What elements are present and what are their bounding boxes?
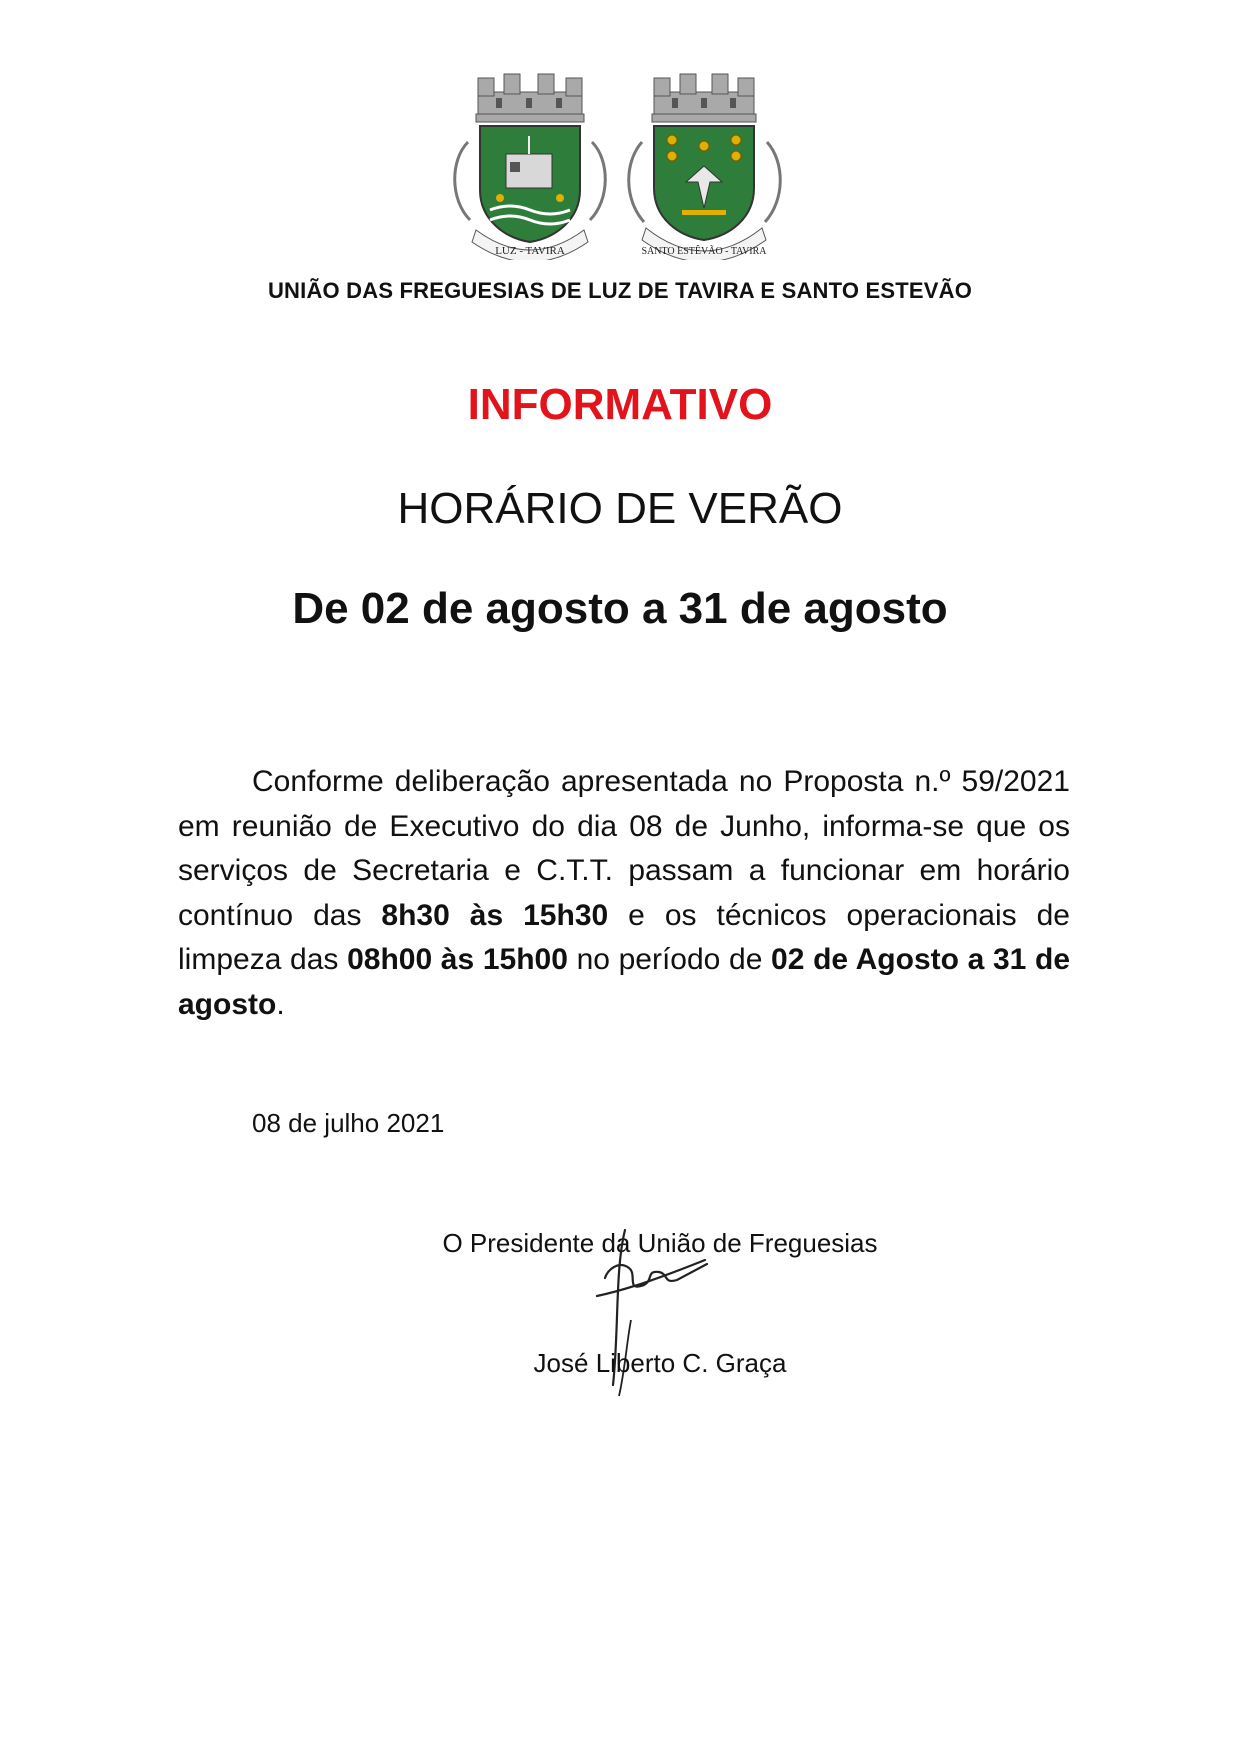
santo-estevao-crest-caption: SANTO ESTÊVÃO - TAVIRA	[641, 246, 767, 257]
informativo-heading: INFORMATIVO	[467, 380, 773, 429]
summer-schedule-heading: HORÁRIO DE VERÃO	[397, 484, 843, 533]
period-heading: De 02 de agosto a 31 de agosto	[292, 584, 948, 633]
signatory-name: José Liberto C. Graça	[533, 1348, 787, 1378]
organization-name: UNIÃO DAS FREGUESIAS DE LUZ DE TAVIRA E SANTO ESTEVÃO	[267, 278, 973, 303]
secretaria-hours: 8h30 às 15h30	[381, 898, 609, 932]
paragraph-text-1: Conforme deliberação apresentada no Proposta n.º 59/2021 em reunião de Executivo do dia 08 de Junho, informa-se que os serviços de Secretaria e C.T.T. passam a funcionar em horário contínuo das	[178, 765, 1070, 932]
document-date: 08 de julho 2021	[252, 1108, 445, 1138]
period-range: 02 de Agosto a 31 de agosto	[178, 943, 1071, 1021]
santo-estevao-crest	[612, 70, 797, 260]
signatory-title: O Presidente da União de Freguesias	[442, 1228, 878, 1258]
luz-tavira-crest	[440, 70, 620, 260]
paragraph-text-4: .	[276, 987, 285, 1021]
paragraph-text-2: e os técnicos operacionais de limpeza das	[178, 898, 1070, 976]
luz-crest-caption: LUZ - TAVIRA	[495, 245, 565, 257]
paragraph-text-3: no período de	[567, 943, 772, 976]
cleaning-hours: 08h00 às 15h00	[347, 943, 568, 976]
notice-paragraph	[178, 760, 1070, 1027]
coats-of-arms	[440, 70, 820, 260]
